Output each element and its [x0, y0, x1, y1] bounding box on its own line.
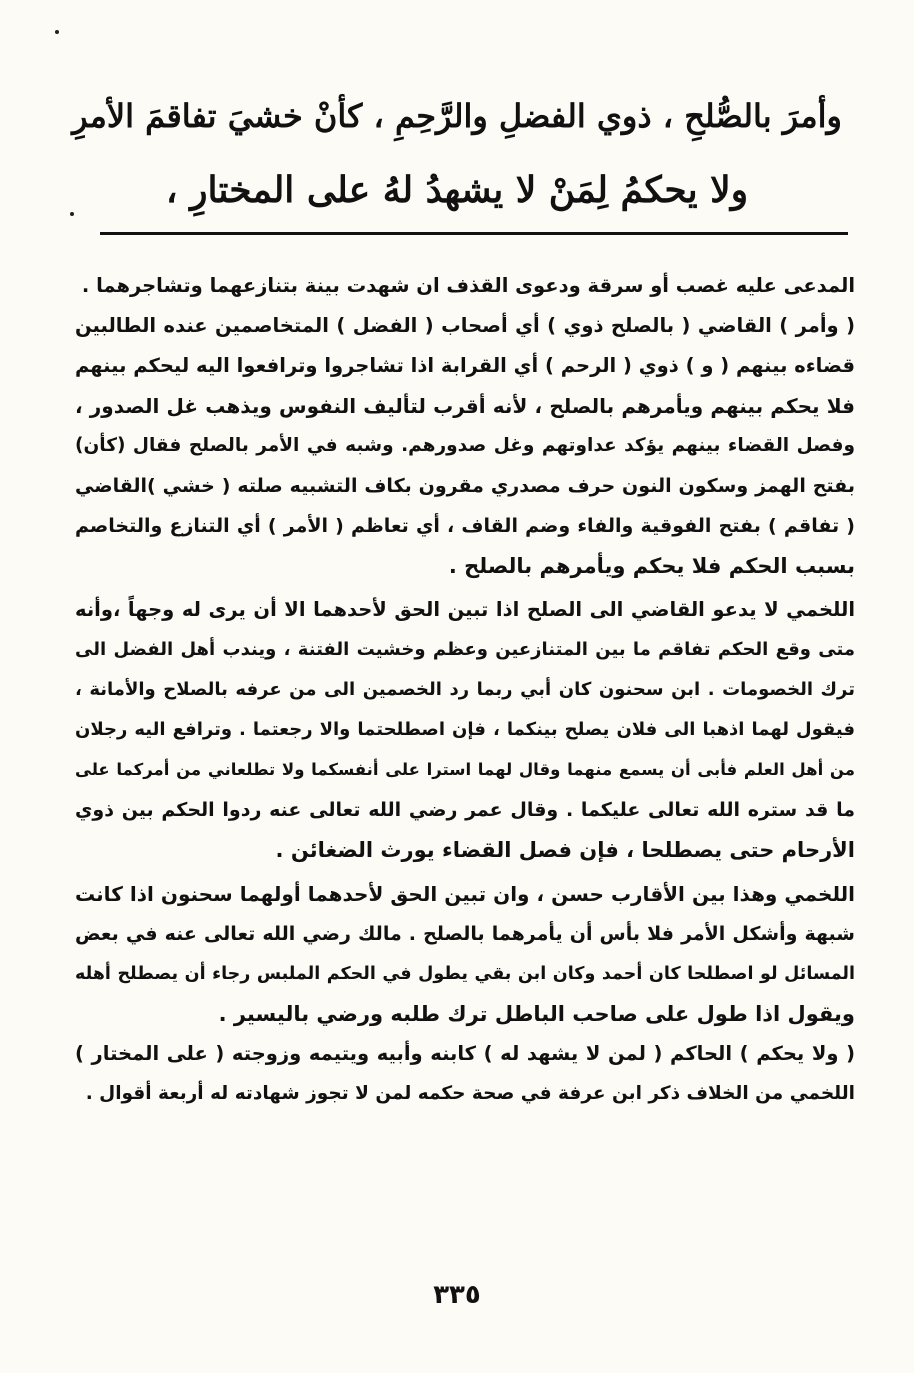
text-line: اللخمي من الخلاف ذكر ابن عرفة في صحة حكمه لمن لا تجوز شهادته له أربعة أقوال .	[85, 1083, 855, 1104]
text-line: اللخمي وهذا بين الأقارب حسن ، وان تبين الحق لأحدهما أولهما سحنون اذا كانت	[75, 882, 855, 906]
text-line: ( تفاقم ) بفتح الفوقية والفاء وضم القاف ، أي تعاظم ( الأمر ) أي التنازع والتخاصم	[75, 515, 855, 537]
text-line: فلا يحكم بينهم ويأمرهم بالصلح ، لأنه أقرب لتأليف النفوس ويذهب غل الصدور ،	[75, 394, 855, 418]
print-speck	[70, 212, 74, 216]
text-line: المسائل لو اصطلحا كان أحمد وكان ابن بقي يطول في الحكم الملبس رجاء أن يصطلح أهله	[75, 964, 855, 984]
text-line: الأرحام حتى يصطلحا ، فإن فصل القضاء يورث الضغائن .	[275, 838, 855, 862]
text-line: قضاءه بينهم ( و ) ذوي ( الرحم ) أي القرابة اذا تشاجروا وترافعوا اليه ليحكم بينهم	[75, 354, 855, 377]
text-line: ويقول اذا طول على صاحب الباطل ترك طلبه ورضي باليسير .	[218, 1002, 855, 1026]
text-line: المدعى عليه غصب أو سرقة ودعوى القذف ان شهدت بينة بتنازعهما وتشاجرهما .	[81, 274, 855, 297]
print-speck	[55, 30, 59, 34]
text-line: فيقول لهما اذهبا الى فلان يصلح بينكما ، فإن اصطلحتما والا رجعتما . وترافع اليه رجلان	[75, 719, 855, 740]
commentary-text	[75, 266, 855, 1114]
text-line: متى وقع الحكم تفاقم ما بين المتنازعين وعظم وخشيت الفتنة ، ويندب أهل الفضل الى	[75, 639, 855, 660]
text-line: ( ولا يحكم ) الحاكم ( لمن لا يشهد له ) كابنه وأبيه ويتيمه وزوجته ( على المختار )	[75, 1042, 855, 1065]
verse-line-1: وأمرَ بالصُّلحِ ، ذوي الفضلِ والرَّحِمِ ، كأنْ خشيَ تفاقمَ الأمرِ	[72, 97, 842, 135]
header-divider	[100, 232, 848, 235]
text-line: بفتح الهمز وسكون النون حرف مصدري مقرون بكاف التشبيه صلته ( خشي )القاضي	[75, 475, 855, 497]
text-line: ( وأمر ) القاضي ( بالصلح ذوي ) أي أصحاب ( الفضل ) المتخاصمين عنده الطالبين	[75, 314, 855, 337]
text-line: وفصل القضاء بينهم يؤكد عداوتهم وغل صدورهم. وشبه في الأمر بالصلح فقال (كأن)	[75, 435, 855, 456]
verse-line-2: ولا يحكمُ لِمَنْ لا يشهدُ لهُ على المختارِ ،	[165, 169, 749, 211]
page-number: ٣٣٥	[433, 1280, 481, 1310]
text-line: من أهل العلم فأبى أن يسمع منهما وقال لهما استرا على أنفسكما ولا تطلعاني من أمركما على	[75, 760, 855, 779]
text-line: ما قد ستره الله تعالى عليكما . وقال عمر رضي الله تعالى عنه ردوا الحكم بين ذوي	[75, 799, 855, 821]
text-line: شبهة وأشكل الأمر فلا بأس أن يأمرهما بالصلح . مالك رضي الله تعالى عنه في بعض	[75, 923, 855, 945]
text-line: ترك الخصومات . ابن سحنون كان أبي ربما رد الخصمين الى من عرفه بالصلاح والأمانة ،	[75, 679, 855, 700]
text-line: اللخمي لا يدعو القاضي الى الصلح اذا تبين الحق لأحدهما الا أن يرى له وجهاً ،وأنه	[75, 598, 855, 621]
text-line: بسبب الحكم فلا يحكم ويأمرهم بالصلح .	[448, 554, 855, 578]
